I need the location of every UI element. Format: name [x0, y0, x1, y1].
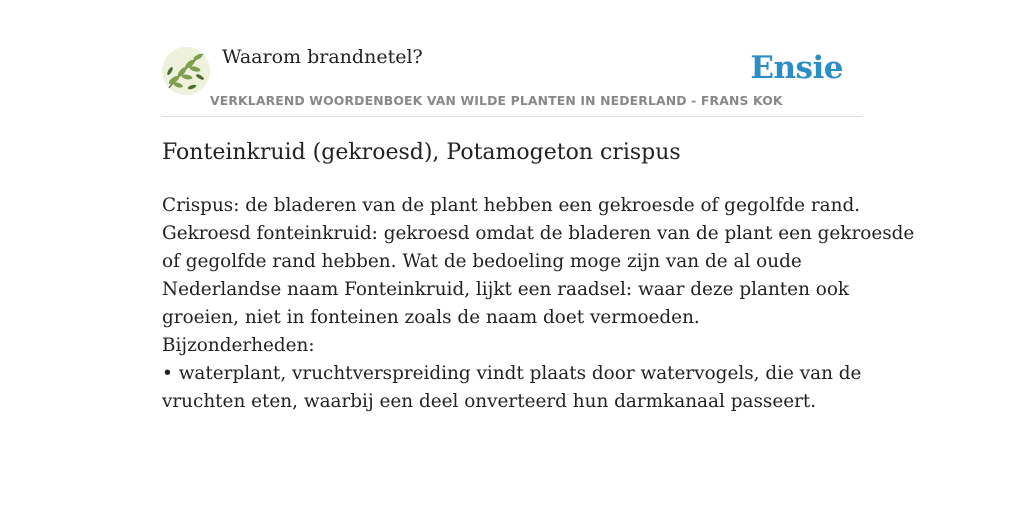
- body-line: of gegolfde rand hebben. Wat de bedoeling moge zijn van de al oude: [162, 251, 802, 272]
- entry-title: Fonteinkruid (gekroesd), Potamogeton crispus: [162, 140, 681, 165]
- body-line: Bijzonderheden:: [162, 335, 315, 356]
- entry-question[interactable]: Waarom brandnetel?: [222, 46, 423, 68]
- body-line: vruchten eten, waarbij een deel onverteerd hun darmkanaal passeert.: [162, 391, 817, 412]
- entry-card: [162, 40, 915, 412]
- body-line: • waterplant, vruchtverspreiding vindt plaats door watervogels, die van de: [162, 363, 862, 384]
- brand-logo[interactable]: Ensie: [750, 50, 843, 86]
- entry-header: [162, 40, 862, 117]
- body-line: Crispus: de bladeren van de plant hebben een gekroesde of gegolfde rand.: [162, 195, 861, 216]
- body-line: groeien, niet in fonteinen zoals de naam doet vermoeden.: [162, 307, 700, 328]
- entry-body: [162, 192, 915, 416]
- plant-leaves-icon: [162, 47, 210, 95]
- body-line: Nederlandse naam Fonteinkruid, lijkt een raadsel: waar deze planten ook: [162, 279, 850, 300]
- source-label[interactable]: VERKLAREND WOORDENBOEK VAN WILDE PLANTEN IN NEDERLAND - FRANS KOK: [210, 93, 783, 108]
- body-line: Gekroesd fonteinkruid: gekroesd omdat de bladeren van de plant een gekroesde: [162, 223, 915, 244]
